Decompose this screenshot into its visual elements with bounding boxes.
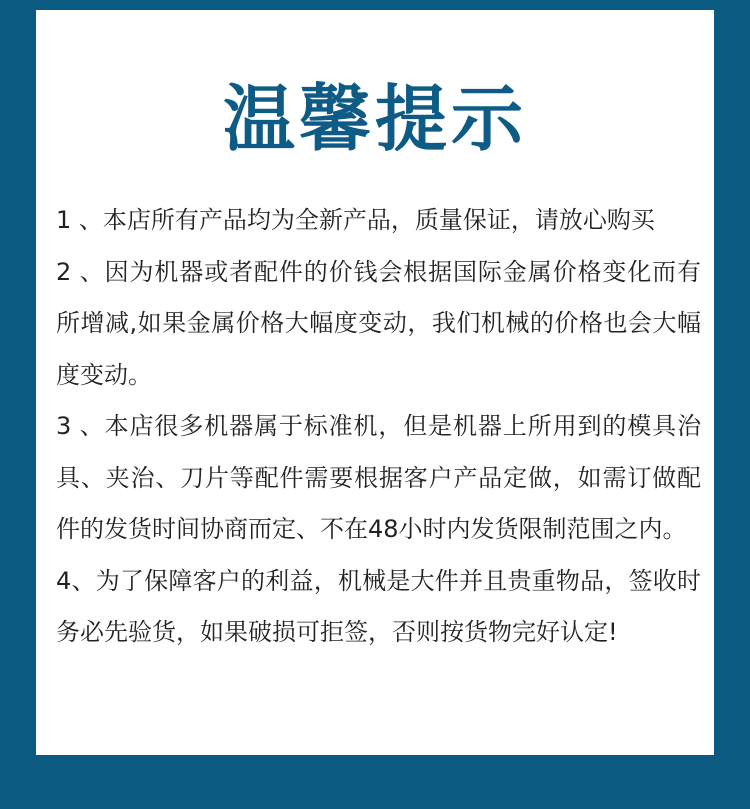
notice-item-1: 1 、本店所有产品均为全新产品，质量保证，请放心购买	[56, 206, 655, 234]
notice-card	[36, 10, 714, 755]
notice-item-2: 2 、因为机器或者配件的价钱会根据国际金属价格变化而有所增减,如果金属价格大幅度变动，我们机械的价格也会大幅度变动。	[56, 257, 701, 389]
notice-content	[56, 195, 701, 659]
notice-item-3: 3 、本店很多机器属于标准机，但是机器上所用到的模具治具、夹治、刀片等配件需要根据客户产品定做，如需订做配件的发货时间协商而定、不在48小时内发货限制范围之内。	[56, 412, 701, 543]
notice-title: 温馨提示	[222, 77, 527, 161]
notice-item-4: 4、为了保障客户的利益，机械是大件并且贵重物品，签收时务必先验货，如果破损可拒签，否则按货物完好认定!	[56, 566, 701, 646]
